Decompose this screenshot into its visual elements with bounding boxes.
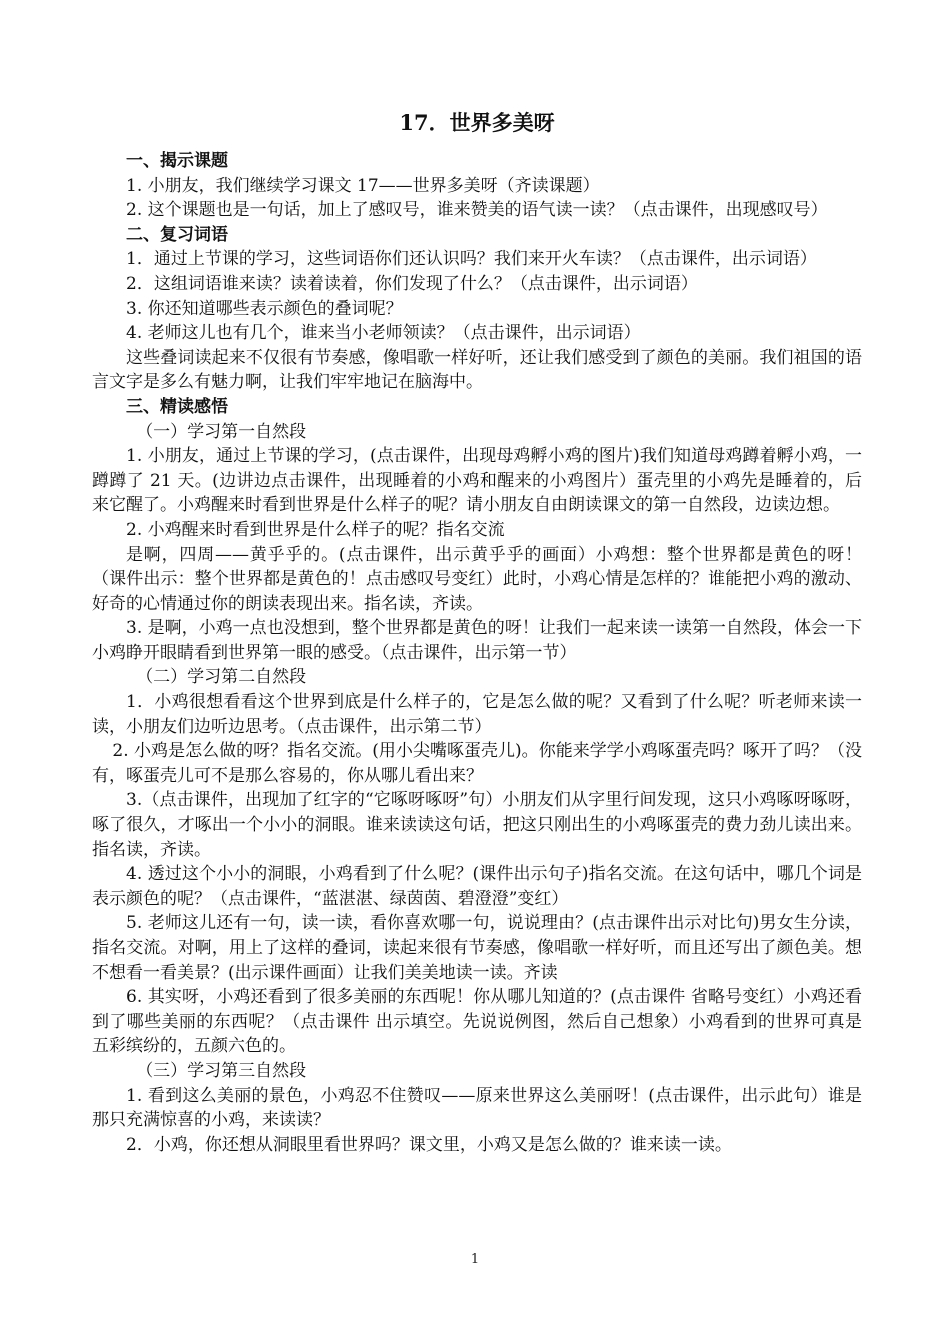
paragraph: 2．小鸡，你还想从洞眼里看世界吗？课文里，小鸡又是怎么做的？谁来读一读。 (126, 1134, 732, 1155)
paragraph: 5. 老师这儿还有一句，读一读，看你喜欢哪一句，说说理由？(点击课件出示对比句)男女生分读，指名交流。对啊，用上了这样的叠词，读起来很有节奏感，像唱歌一样好听，而且还写出了颜色美。想不想看一看美景？(出示课件画面）让我们美美地读一读。齐读 (92, 913, 862, 983)
paragraph: 4. 透过这个小小的洞眼，小鸡看到了什么呢？(课件出示句子)指名交流。在这句话中，哪几个词是表示颜色的呢？（点击课件，“蓝湛湛、绿茵茵、碧澄澄”变红） (92, 864, 862, 909)
paragraph: 1. 小朋友，通过上节课的学习，(点击课件，出现母鸡孵小鸡的图片)我们知道母鸡蹲着孵小鸡，一蹲蹲了 21 天。(边讲边点击课件，出现睡着的小鸡和醒来的小鸡图片）蛋壳里的小鸡先是睡着的，后来它醒了。小鸡醒来时看到世界是什么样子的呢？请小朋友自由朗读课文的第一自然段，边读边想。 (92, 446, 862, 516)
paragraph: 这些叠词读起来不仅很有节奏感，像唱歌一样好听，还让我们感受到了颜色的美丽。我们祖国的语言文字是多么有魅力啊，让我们牢牢地记在脑海中。 (92, 347, 862, 393)
paragraph: 4. 老师这儿也有几个，谁来当小老师领读？（点击课件，出示词语） (126, 323, 641, 344)
section-heading: 三、精读感悟 (126, 396, 228, 417)
paragraph: 3. 是啊，小鸡一点也没想到，整个世界都是黄色的呀！让我们一起来读一读第一自然段，体会一下小鸡睁开眼睛看到世界第一眼的感受。（点击课件，出示第一节） (92, 618, 862, 663)
paragraph: 3. 你还知道哪些表示颜色的叠词呢？ (126, 298, 403, 319)
paragraph: 1．小鸡很想看看这个世界到底是什么样子的，它是怎么做的呢？又看到了什么呢？听老师来读一读，小朋友们边听边思考。（点击课件，出示第二节） (92, 692, 862, 737)
document-body (92, 110, 862, 1157)
subsection-heading: （二）学习第二自然段 (136, 667, 307, 688)
paragraph: 2．这组词语谁来读？读着读着，你们发现了什么？（点击课件，出示词语） (126, 273, 698, 294)
paragraph: 1. 看到这么美丽的景色，小鸡忍不住赞叹——原来世界这么美丽呀！(点击课件，出示此句）谁是那只充满惊喜的小鸡，来读读？ (92, 1085, 862, 1131)
paragraph: 2. 小鸡醒来时看到世界是什么样子的呢？指名交流 (126, 519, 505, 540)
subsection-heading: （三）学习第三自然段 (136, 1060, 307, 1081)
page-number: 1 (470, 1252, 480, 1267)
paragraph: 2. 这个课题也是一句话，加上了感叹号，谁来赞美的语气读一读？（点击课件，出现感叹号） (126, 200, 828, 221)
paragraph: 6. 其实呀，小鸡还看到了很多美丽的东西呢！你从哪儿知道的？(点击课件 省略号变红）小鸡还看到了哪些美丽的东西呢？（点击课件 出示填空。先说说例图，然后自己想象）小鸡看到的世界可真是五彩缤纷的，五颜六色的。 (92, 987, 862, 1057)
subsection-heading: （一）学习第一自然段 (136, 421, 307, 442)
section-heading: 一、揭示课题 (126, 151, 228, 171)
document-title: 17．世界多美呀 (399, 110, 555, 135)
paragraph: 1．通过上节课的学习，这些词语你们还认识吗？我们来开火车读？（点击课件，出示词语） (126, 249, 817, 270)
section-heading: 二、复习词语 (126, 224, 228, 245)
paragraph: 是啊，四周——黄乎乎的。(点击课件，出示黄乎乎的画面）小鸡想：整个世界都是黄色的呀！（课件出示：整个世界都是黄色的！点击感叹号变红）此时，小鸡心情是怎样的？谁能把小鸡的激动、好奇的心情通过你的朗读表现出来。指名读，齐读。 (92, 544, 862, 614)
paragraph: 3.（点击课件，出现加了红字的“它啄呀啄呀”句）小朋友们从字里行间发现，这只小鸡啄呀啄呀，啄了很久，才啄出一个小小的洞眼。谁来读读这句话，把这只刚出生的小鸡啄蛋壳的费力劲儿读出来。指名读，齐读。 (92, 790, 862, 860)
paragraph: 2. 小鸡是怎么做的呀？指名交流。(用小尖嘴啄蛋壳儿)。你能来学学小鸡啄蛋壳吗？啄开了吗？（没有，啄蛋壳儿可不是那么容易的，你从哪儿看出来？ (92, 741, 862, 786)
paragraph: 1. 小朋友，我们继续学习课文 17——世界多美呀（齐读课题） (126, 175, 600, 196)
